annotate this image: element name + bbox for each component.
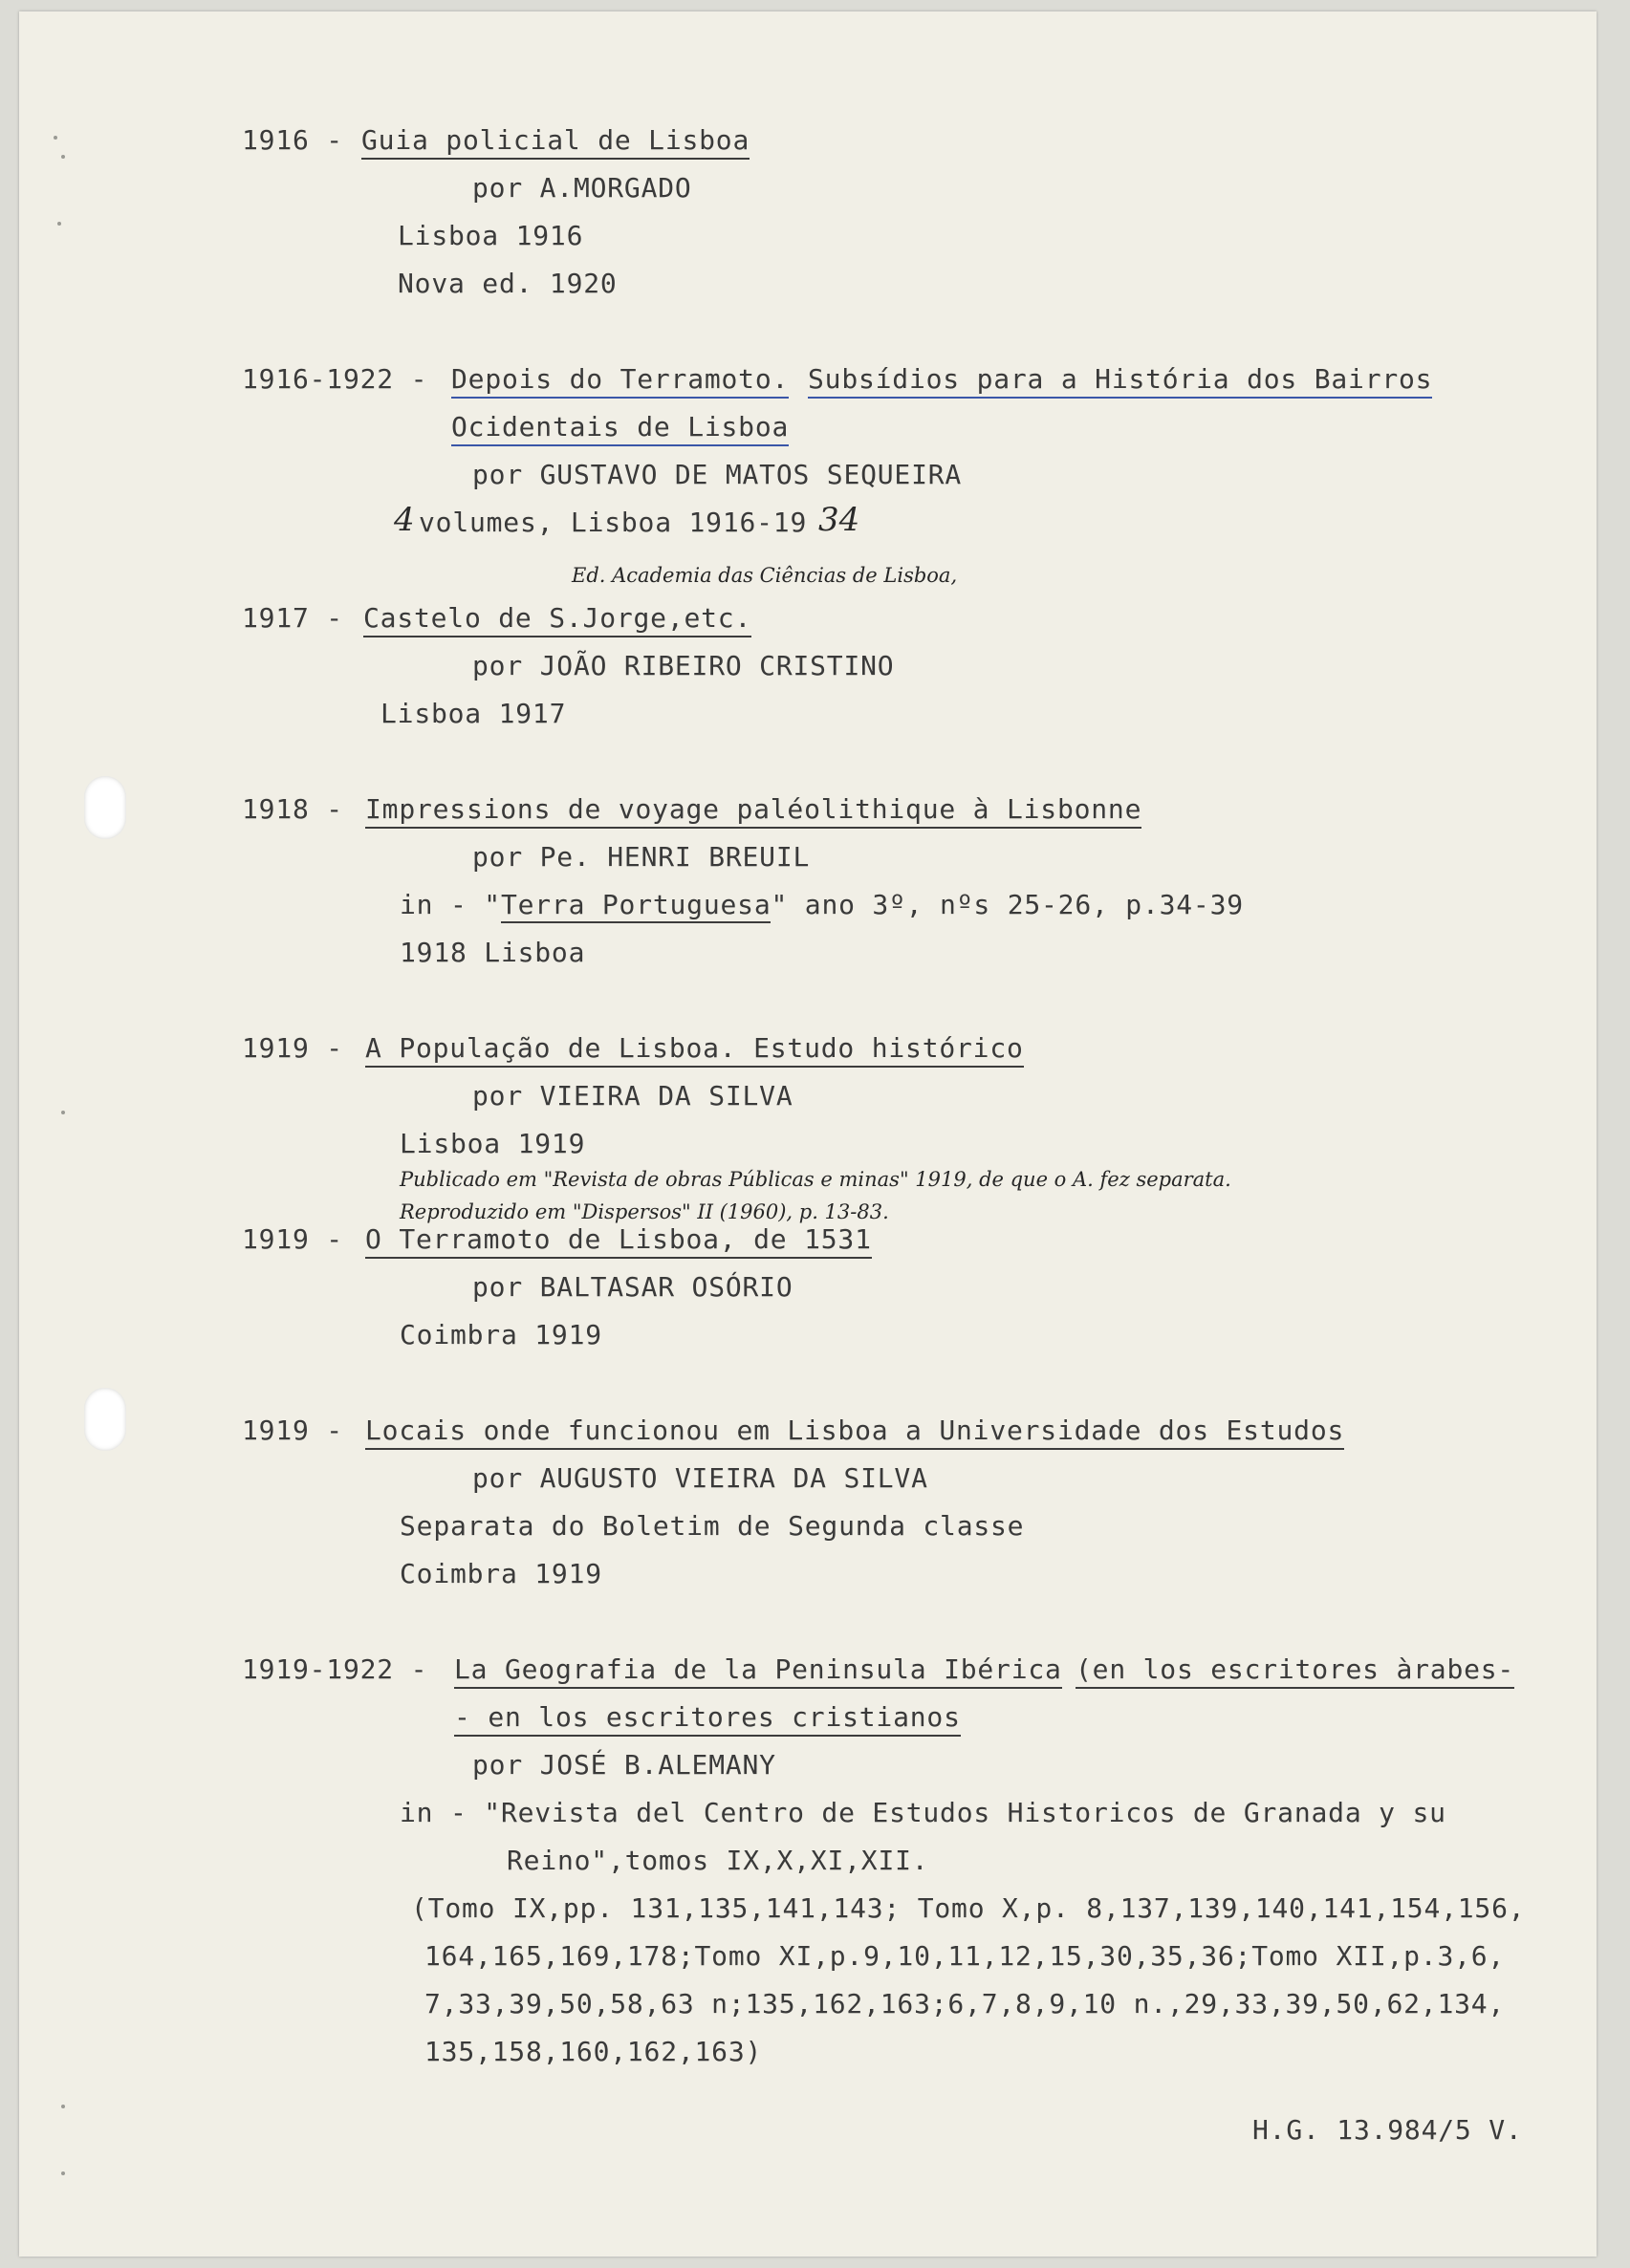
entry-subtitle: (en los escritores àrabes-	[1076, 1653, 1514, 1689]
entry-publication: Separata do Boletim de Segunda classe	[400, 1510, 1025, 1542]
journal-title: Terra Portuguesa	[501, 889, 772, 923]
entry-place-date: volumes, Lisboa 1916-19	[419, 507, 808, 538]
entry-place-date: 1918 Lisboa	[400, 937, 586, 968]
entry-pages: 7,33,39,50,58,63 n;135,162,163;6,7,8,9,10 n.,29,33,39,50,62,134,	[424, 1988, 1506, 2020]
entry-title: A População de Lisboa. Estudo histórico	[365, 1032, 1024, 1068]
entry-year: 1918 -	[242, 793, 343, 825]
entry-author: por GUSTAVO DE MATOS SEQUEIRA	[472, 459, 963, 490]
entry-subtitle-cont: Ocidentais de Lisboa	[451, 411, 789, 446]
entry-subtitle: Subsídios para a História dos Bairros	[808, 363, 1432, 399]
entry-author: por BALTASAR OSÓRIO	[472, 1271, 793, 1303]
entry-year: 1919 -	[242, 1032, 343, 1064]
entry-subtitle-cont: - en los escritores cristianos	[454, 1701, 961, 1737]
entry-year: 1916 -	[242, 124, 343, 156]
punch-hole-lower	[84, 1388, 126, 1451]
entry-year: 1919 -	[242, 1223, 343, 1255]
entry-place-date: Lisboa 1917	[380, 698, 567, 729]
entry-title: La Geografia de la Peninsula Ibérica	[454, 1653, 1062, 1689]
entry-year: 1919 -	[242, 1415, 343, 1446]
entry-pages: (Tomo IX,pp. 131,135,141,143; Tomo X,p. 8,137,139,140,141,154,156,	[411, 1892, 1526, 1924]
document-page	[19, 11, 1597, 2257]
entry-author: por AUGUSTO VIEIRA DA SILVA	[472, 1462, 928, 1494]
entry-author: por VIEIRA DA SILVA	[472, 1080, 793, 1112]
entry-title: Castelo de S.Jorge,etc.	[363, 602, 751, 637]
entry-place-date: Lisboa 1916	[398, 220, 584, 251]
handwritten-publication-note: Publicado em "Revista de obras Públicas e minas" 1919, de que o A. fez separata.	[400, 1168, 1231, 1191]
edge-mark	[61, 155, 65, 159]
entry-year: 1916-1922 -	[242, 363, 428, 395]
handwritten-reprint-note: Reproduzido em "Dispersos" II (1960), p. 13-83.	[400, 1200, 889, 1223]
entry-pages: 135,158,160,162,163)	[424, 2036, 763, 2067]
entry-title: O Terramoto de Lisboa, de 1531	[365, 1223, 872, 1259]
edge-mark	[54, 136, 57, 140]
entry-author: por JOSÉ B.ALEMANY	[472, 1749, 776, 1781]
in-prefix: in - "	[400, 889, 501, 920]
entry-place-date: Coimbra 1919	[400, 1558, 602, 1589]
entry-title: Depois do Terramoto.	[451, 363, 789, 399]
entry-pages: 164,165,169,178;Tomo XI,p.9,10,11,12,15,30,35,36;Tomo XII,p.3,6,	[424, 1940, 1506, 1972]
entry-author: por A.MORGADO	[472, 172, 692, 204]
entry-edition-note: Nova ed. 1920	[398, 268, 618, 299]
handwritten-publisher-note: Ed. Academia das Ciências de Lisboa,	[572, 564, 958, 587]
entry-publication	[400, 889, 1244, 921]
entry-publication: in - "Revista del Centro de Estudos Historicos de Granada y su	[400, 1797, 1446, 1828]
entry-publication-cont: Reino",tomos IX,X,XI,XII.	[507, 1845, 929, 1876]
entry-year: 1917 -	[242, 602, 343, 634]
entry-title: Impressions de voyage paléolithique à Lisbonne	[365, 793, 1141, 829]
entry-place-date: Lisboa 1919	[400, 1128, 586, 1159]
edge-mark	[61, 2105, 65, 2108]
edge-mark	[57, 222, 61, 226]
entry-title: Locais onde funcionou em Lisboa a Universidade dos Estudos	[365, 1415, 1344, 1450]
handwritten-year-correction: 34	[818, 501, 860, 539]
reference-number: H.G. 13.984/5 V.	[1252, 2114, 1523, 2146]
punch-hole-upper	[84, 776, 126, 839]
entry-title: Guia policial de Lisboa	[361, 124, 750, 160]
entry-author: por Pe. HENRI BREUIL	[472, 841, 811, 873]
handwritten-volume-number: 4	[394, 501, 415, 539]
edge-mark	[61, 2171, 65, 2175]
entry-author: por JOÃO RIBEIRO CRISTINO	[472, 650, 895, 681]
entry-year: 1919-1922 -	[242, 1653, 428, 1685]
in-suffix: " ano 3º, nºs 25-26, p.34-39	[771, 889, 1244, 920]
edge-mark	[61, 1111, 65, 1114]
entry-place-date: Coimbra 1919	[400, 1319, 602, 1350]
